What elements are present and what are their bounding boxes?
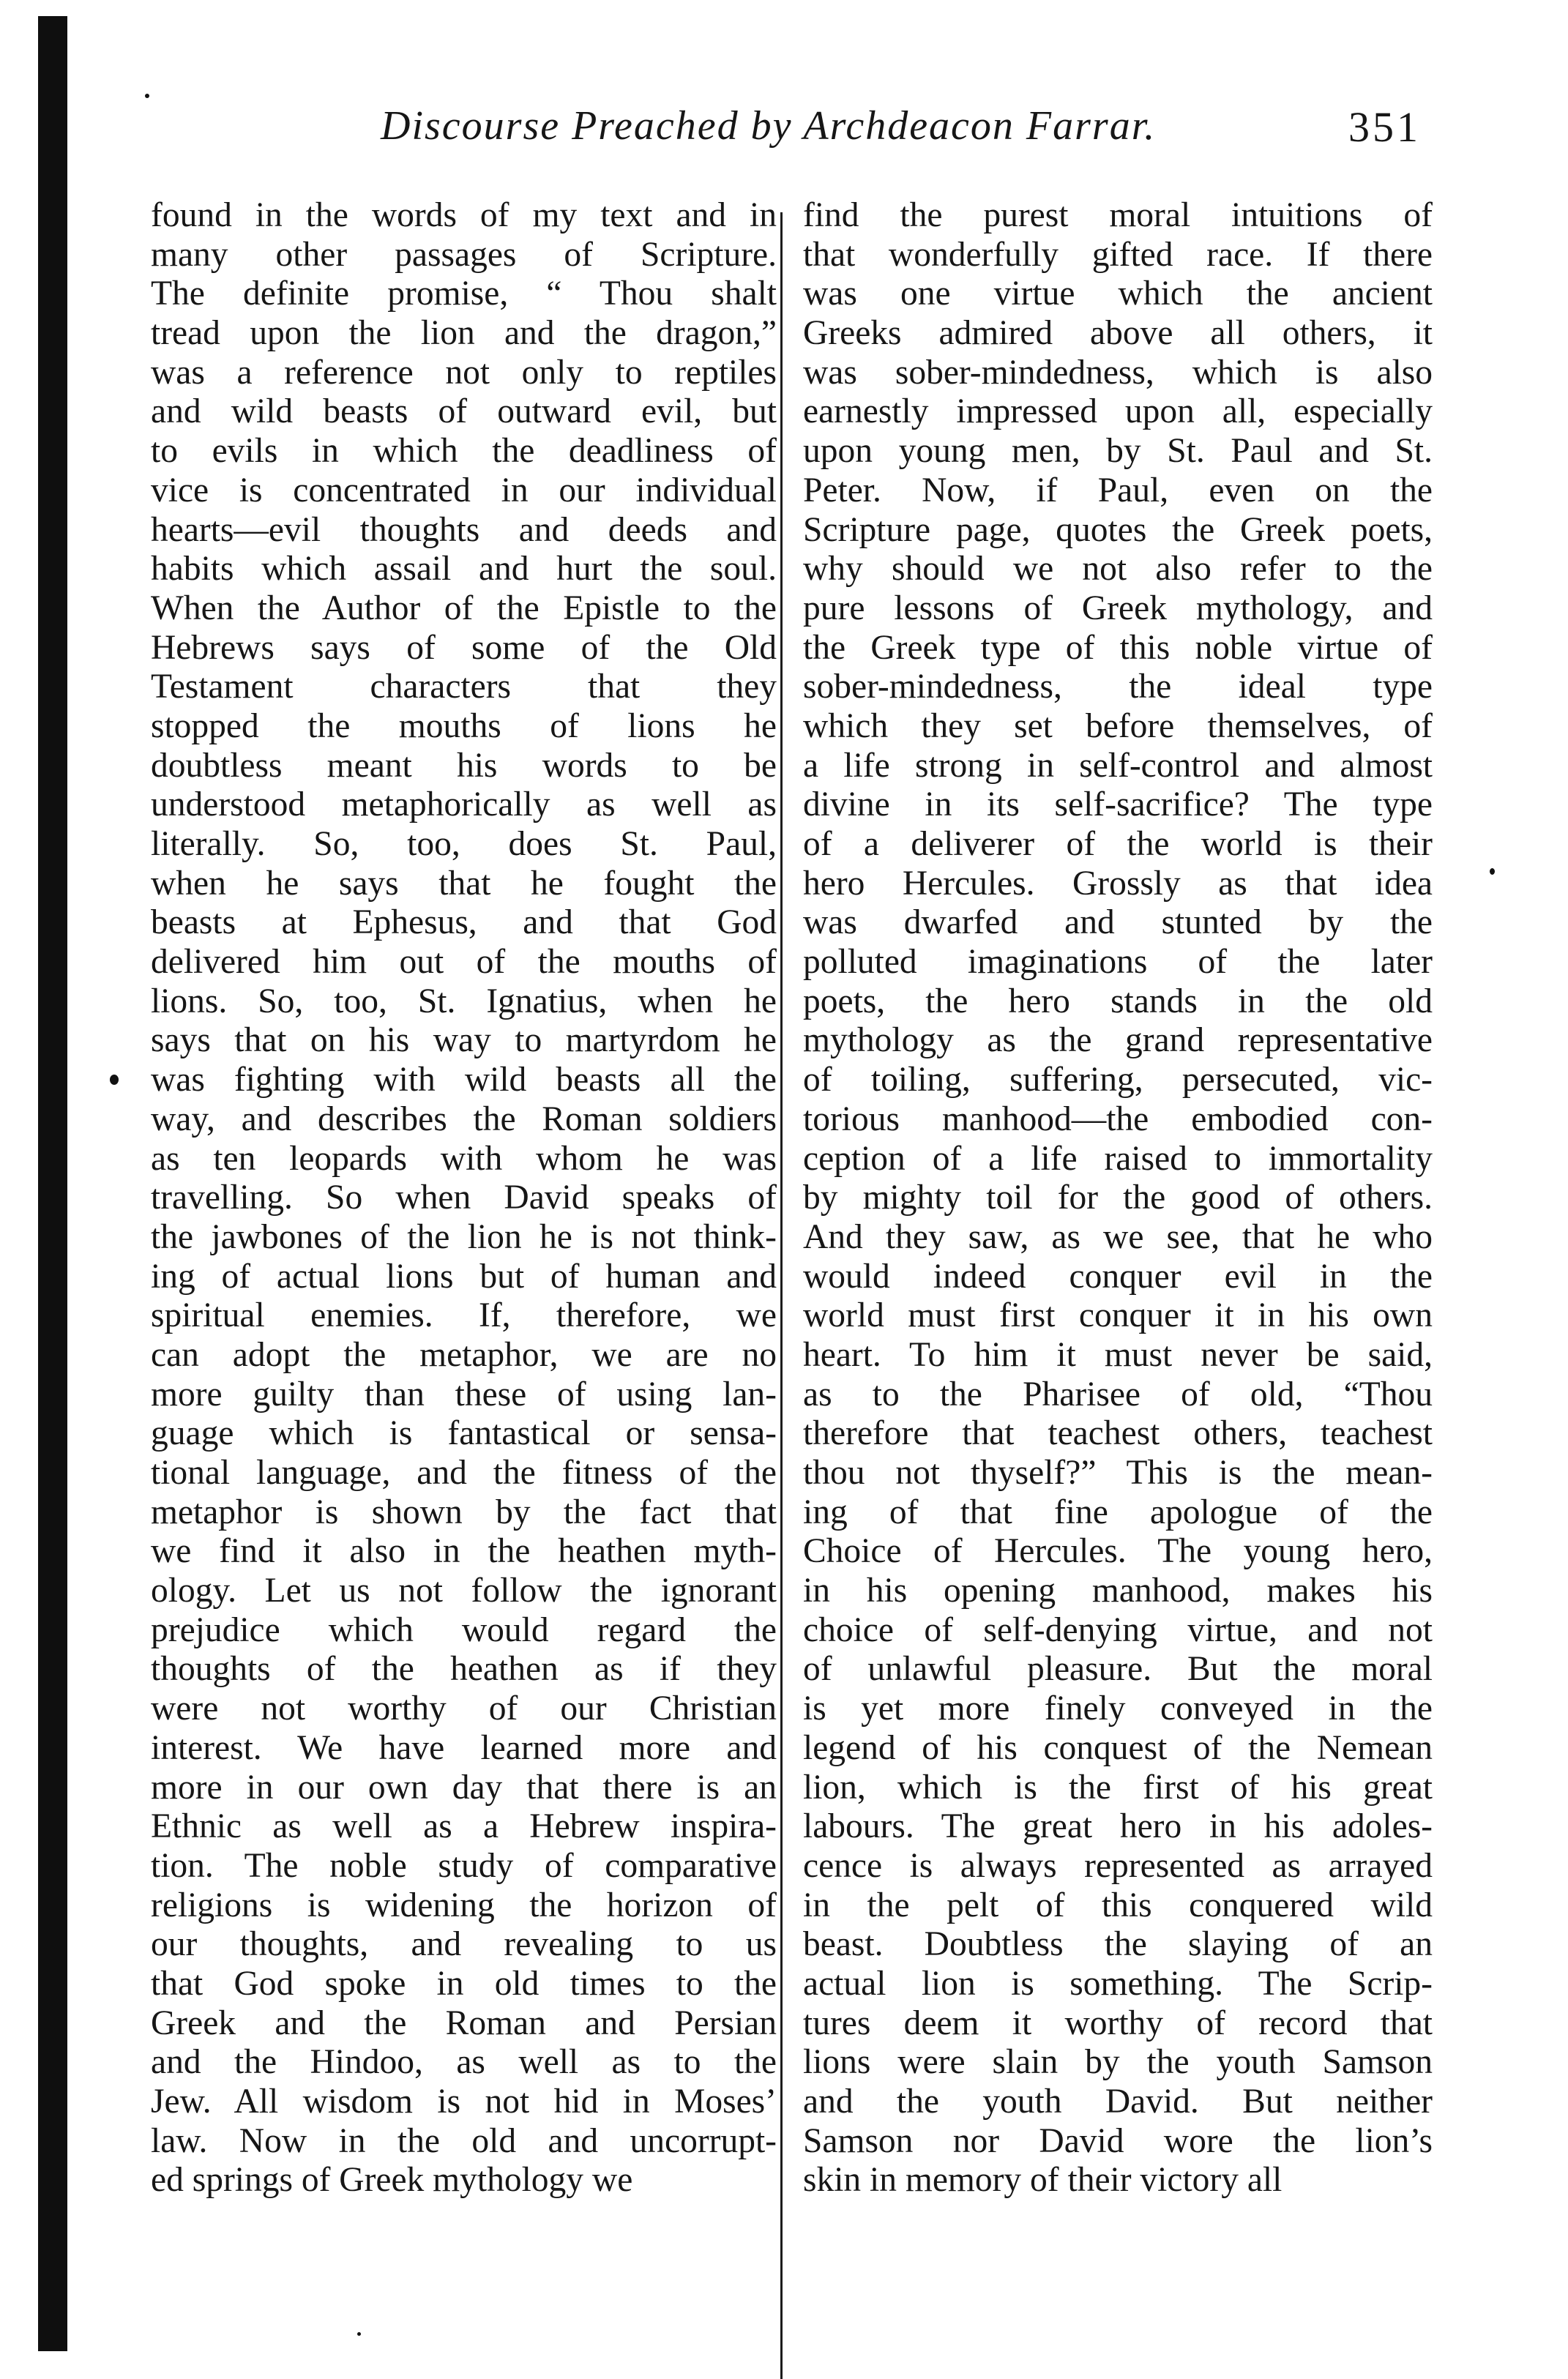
text-line: was a reference not only to reptiles [151,353,777,392]
text-line: vice is concentrated in our individual [151,471,777,509]
text-line: ing of actual lions but of human and [151,1257,777,1296]
left-text-column [151,196,777,2200]
text-line: polluted imaginations of the later [803,943,1433,982]
print-speck [357,2332,361,2336]
text-line: the jawbones of the lion he is not think- [151,1217,777,1256]
text-line: beast. Doubtless the slaying of an [803,1925,1433,1964]
text-line: religions is widening the horizon of [151,1886,777,1924]
text-line: says that on his way to martyrdom he [151,1021,777,1060]
text-line: tread upon the lion and the dragon,” [151,314,777,353]
text-line: delivered him out of the mouths of [151,943,777,982]
text-line: more guilty than these of using lan- [151,1375,777,1413]
print-speck [110,1075,119,1085]
text-line: world must first conquer it in his own [803,1296,1433,1335]
text-line: doubtless meant his words to be [151,746,777,785]
text-line: poets, the hero stands in the old [803,982,1433,1020]
text-line: earnestly impressed upon all, especially [803,392,1433,431]
text-line: law. Now in the old and uncorrupt- [151,2121,777,2160]
text-line: Ethnic as well as a Hebrew inspira- [151,1807,777,1846]
text-line: tional language, and the fitness of the [151,1454,777,1492]
text-line: of unlawful pleasure. But the moral [803,1650,1433,1689]
text-line: labours. The great hero in his adoles- [803,1807,1433,1846]
text-line: ology. Let us not follow the ignorant [151,1572,777,1610]
page-number: 351 [1348,103,1421,151]
text-line: more in our own day that there is an [151,1768,777,1807]
text-line: habits which assail and hurt the soul. [151,550,777,589]
text-line: cence is always represented as arrayed [803,1846,1433,1885]
text-line: was sober-mindedness, which is also [803,353,1433,392]
text-line: as ten leopards with whom he was [151,1139,777,1178]
text-line: of toiling, suffering, persecuted, vic- [803,1061,1433,1099]
text-line: prejudice which would regard the [151,1610,777,1649]
text-line: and the Hindoo, as well as to the [151,2043,777,2082]
text-line: Greeks admired above all others, it [803,314,1433,353]
text-line: to evils in which the deadliness of [151,432,777,471]
text-line: lions were slain by the youth Samson [803,2043,1433,2082]
text-line: Jew. All wisdom is not hid in Moses’ [151,2083,777,2121]
text-line: thou not thyself?” This is the mean- [803,1454,1433,1492]
text-line: ed springs of Greek mythology we [151,2161,633,2200]
text-line: and wild beasts of outward evil, but [151,392,777,431]
text-line: mythology as the grand representative [803,1021,1433,1060]
text-line: found in the words of my text and in [151,196,777,234]
text-line: which they set before themselves, of [803,706,1433,745]
text-line: Hebrews says of some of the Old [151,628,777,667]
text-line: When the Author of the Epistle to the [151,589,777,627]
text-line: would indeed conquer evil in the [803,1257,1433,1296]
text-line: And they saw, as we see, that he who [803,1217,1433,1256]
text-line: lions. So, too, St. Ignatius, when he [151,982,777,1020]
text-line: skin in memory of their victory all [803,2161,1283,2200]
text-line: as to the Pharisee of old, “Thou [803,1375,1433,1413]
text-line: that God spoke in old times to the [151,1964,777,2003]
text-line: Testament characters that they [151,668,777,706]
text-line: way, and describes the Roman soldiers [151,1099,777,1138]
column-divider [780,212,783,2379]
running-title: Discourse Preached by Archdeacon Farrar. [381,103,1157,149]
text-line: many other passages of Scripture. [151,235,777,274]
text-line: hearts—evil thoughts and deeds and [151,510,777,549]
text-line: and the youth David. But neither [803,2083,1433,2121]
text-line: choice of self-denying virtue, and not [803,1610,1433,1649]
text-line: thoughts of the heathen as if they [151,1650,777,1689]
text-line: beasts at Ephesus, and that God [151,903,777,942]
text-line: was fighting with wild beasts all the [151,1061,777,1099]
text-line: a life strong in self-control and almost [803,746,1433,785]
text-line: pure lessons of Greek mythology, and [803,589,1433,627]
text-line: actual lion is something. The Scrip- [803,1964,1433,2003]
text-line: therefore that teachest others, teachest [803,1414,1433,1453]
text-line: interest. We have learned more and [151,1728,777,1767]
text-line: tures deem it worthy of record that [803,2003,1433,2042]
text-line: in the pelt of this conquered wild [803,1886,1433,1924]
text-line: divine in its self-sacrifice? The type [803,785,1433,824]
text-line: when he says that he fought the [151,864,777,903]
text-line: that wonderfully gifted race. If there [803,235,1433,274]
right-text-column [803,196,1433,2200]
print-speck [1490,868,1495,875]
text-line: understood metaphorically as well as [151,785,777,824]
scan-binding-edge [38,16,67,2351]
text-line: Peter. Now, if Paul, even on the [803,471,1433,509]
text-line: hero Hercules. Grossly as that idea [803,864,1433,903]
text-line: is yet more finely conveyed in the [803,1689,1433,1728]
text-line: by mighty toil for the good of others. [803,1179,1433,1217]
text-line: was one virtue which the ancient [803,274,1433,313]
text-line: tion. The noble study of comparative [151,1846,777,1885]
text-line: ception of a life raised to immortality [803,1139,1433,1178]
text-line: literally. So, too, does St. Paul, [151,825,777,863]
text-line: of a deliverer of the world is their [803,825,1433,863]
text-line: was dwarfed and stunted by the [803,903,1433,942]
text-line: were not worthy of our Christian [151,1689,777,1728]
text-line: in his opening manhood, makes his [803,1572,1433,1610]
text-line: spiritual enemies. If, therefore, we [151,1296,777,1335]
text-line: why should we not also refer to the [803,550,1433,589]
text-line: lion, which is the first of his great [803,1768,1433,1807]
print-speck [145,94,149,98]
text-line: the Greek type of this noble virtue of [803,628,1433,667]
text-line: our thoughts, and revealing to us [151,1925,777,1964]
text-line: upon young men, by St. Paul and St. [803,432,1433,471]
text-line: torious manhood—the embodied con- [803,1099,1433,1138]
text-line: we find it also in the heathen myth- [151,1532,777,1571]
text-line: Scripture page, quotes the Greek poets, [803,510,1433,549]
text-line: heart. To him it must never be said, [803,1335,1433,1374]
text-line: guage which is fantastical or sensa- [151,1414,777,1453]
text-line: The definite promise, “ Thou shalt [151,274,777,313]
text-line: stopped the mouths of lions he [151,706,777,745]
text-line: Samson nor David wore the lion’s [803,2121,1433,2160]
text-line: sober-mindedness, the ideal type [803,668,1433,706]
text-line: Greek and the Roman and Persian [151,2003,777,2042]
text-line: metaphor is shown by the fact that [151,1493,777,1531]
text-line: legend of his conquest of the Nemean [803,1728,1433,1767]
text-line: ing of that fine apologue of the [803,1493,1433,1531]
text-line: Choice of Hercules. The young hero, [803,1532,1433,1571]
text-line: travelling. So when David speaks of [151,1179,777,1217]
text-line: can adopt the metaphor, we are no [151,1335,777,1374]
text-line: find the purest moral intuitions of [803,196,1433,234]
